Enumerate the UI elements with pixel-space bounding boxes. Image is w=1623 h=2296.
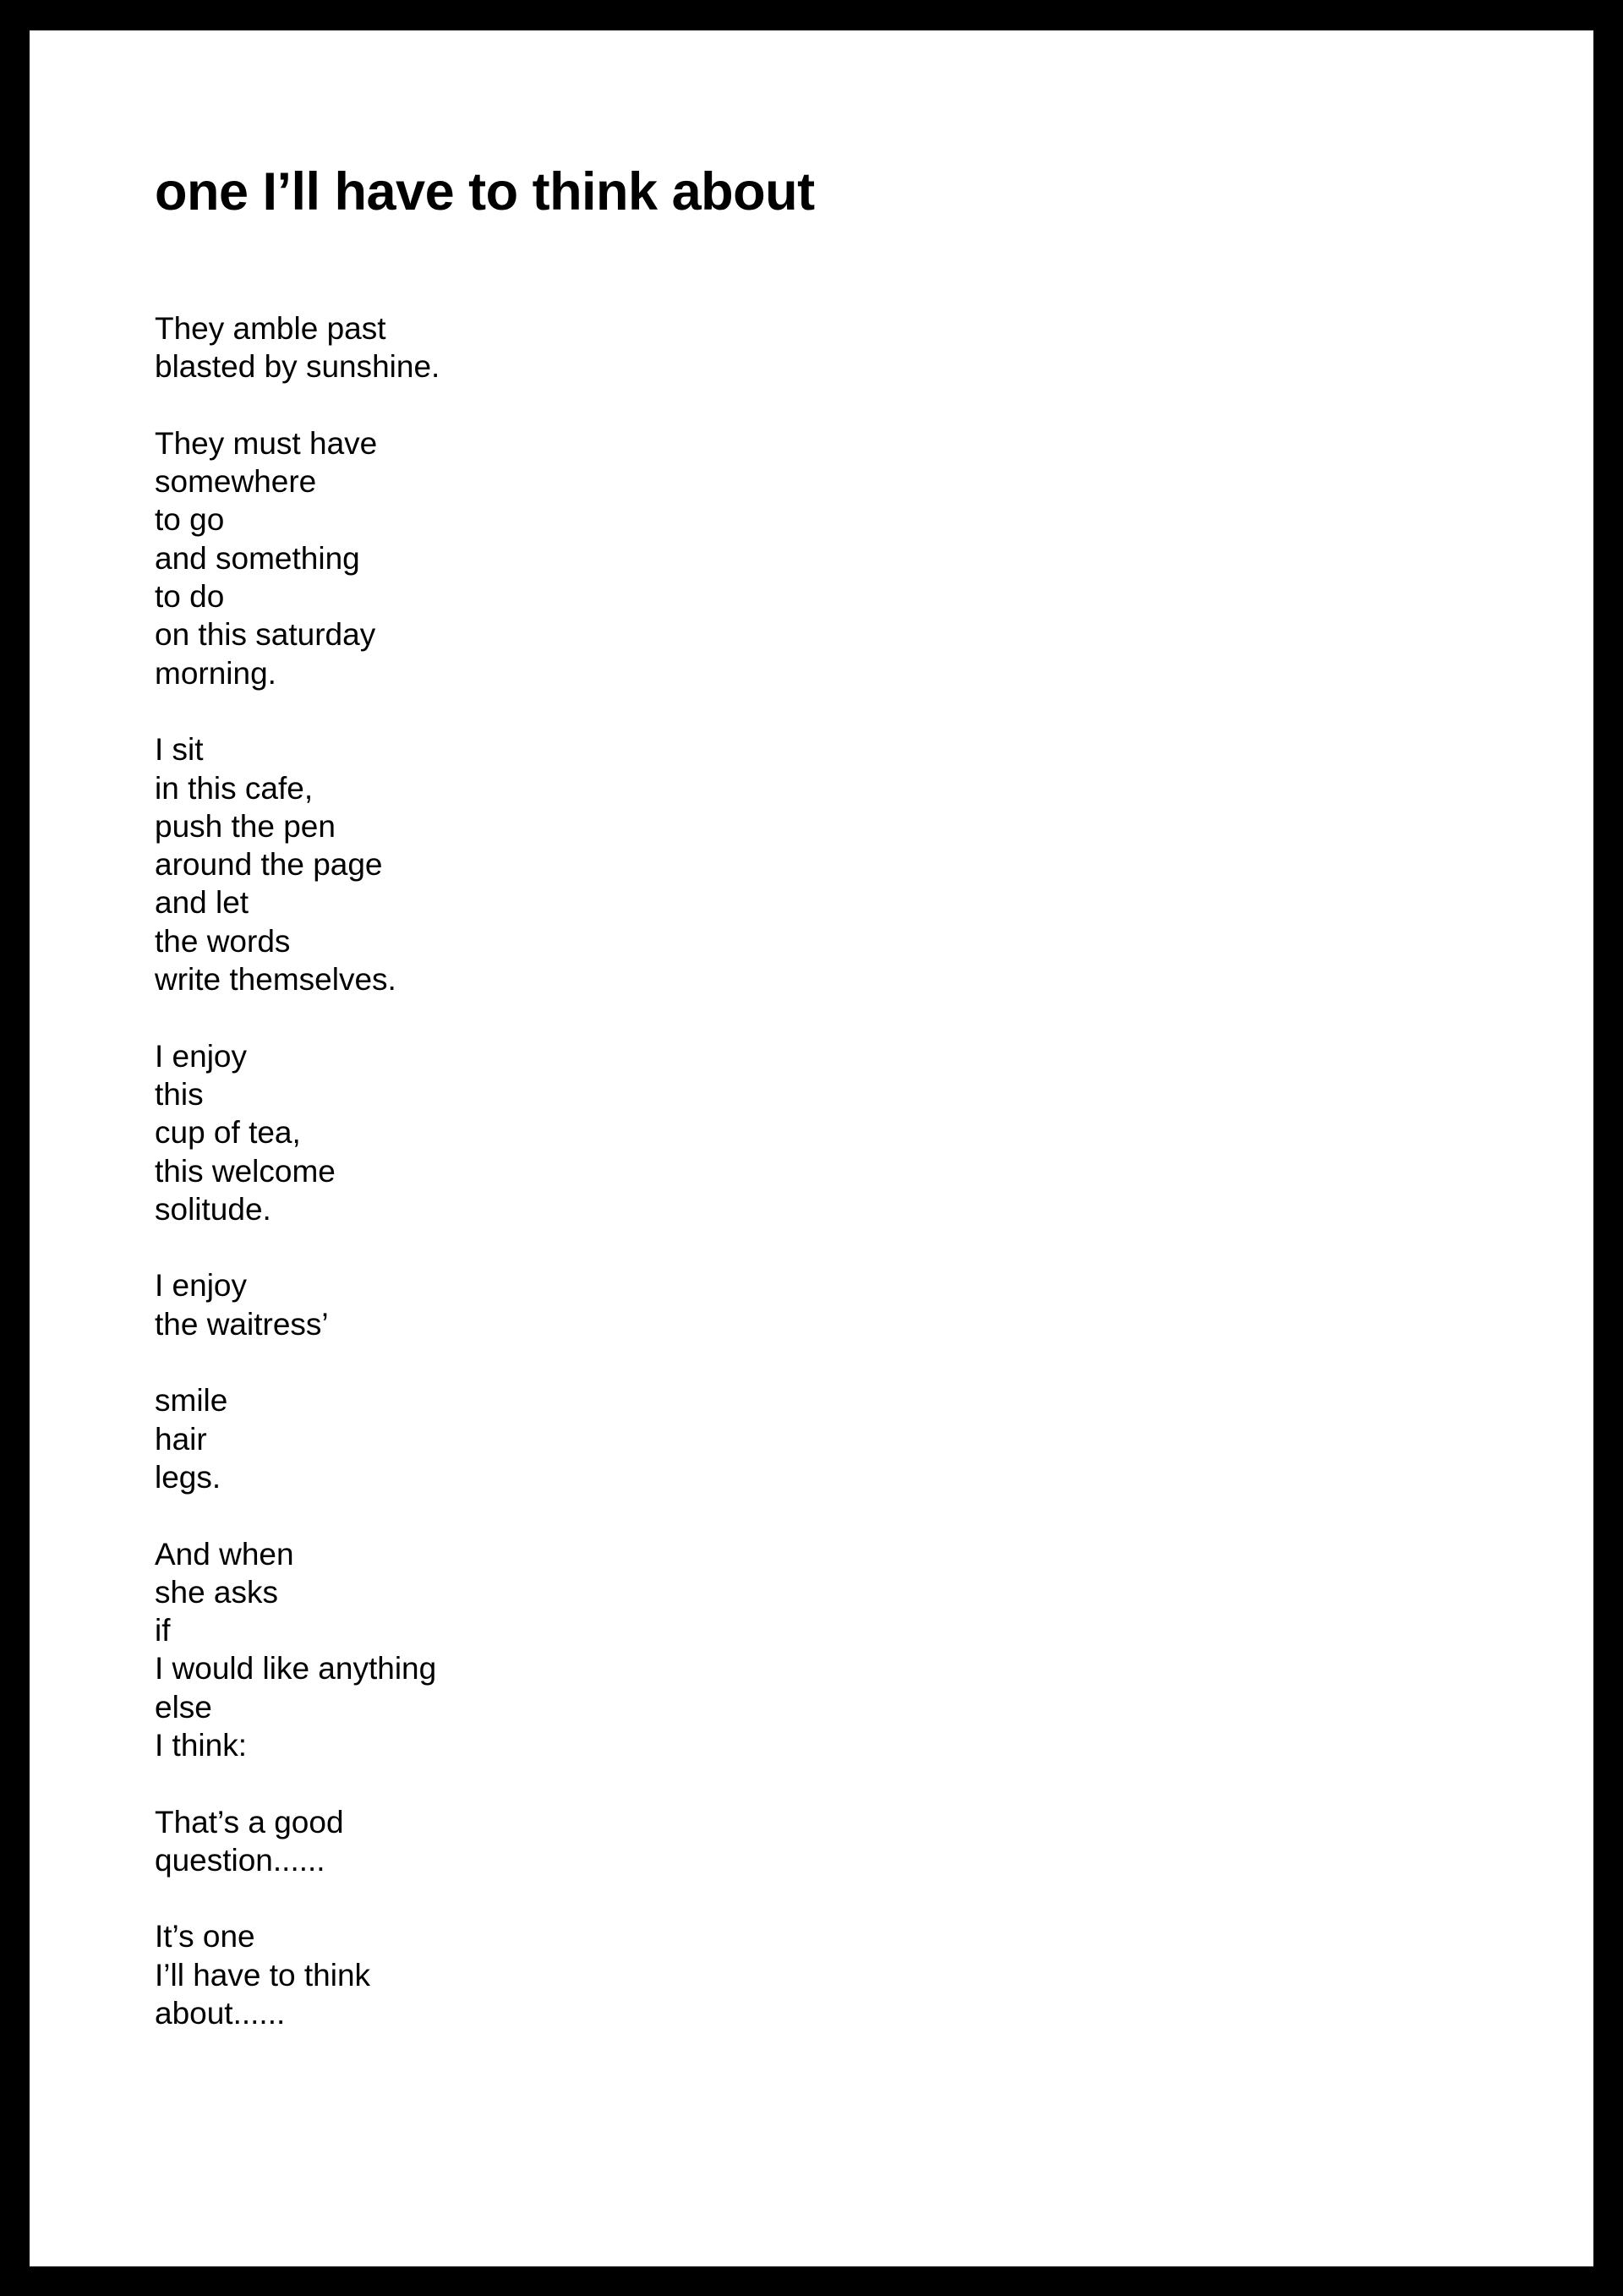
poem-line: and something: [155, 540, 360, 576]
poem-line: and let: [155, 885, 249, 921]
poem-line: push the pen: [155, 808, 336, 844]
poem-line: I sit: [155, 732, 204, 768]
poem-line: It’s one: [155, 1919, 255, 1954]
stanza-8: [155, 1803, 440, 1880]
poem-line: question......: [155, 1842, 325, 1878]
poem-line: They must have: [155, 425, 378, 461]
poem-line: the waitress’: [155, 1306, 329, 1342]
poem-line: They amble past: [155, 311, 386, 346]
poem-line: I’ll have to think: [155, 1957, 371, 1993]
poem-line: I think:: [155, 1727, 247, 1763]
poem-body: [155, 309, 440, 2071]
poem-line: this: [155, 1076, 204, 1112]
poem-line: cup of tea,: [155, 1115, 301, 1151]
stanza-5: [155, 1266, 440, 1343]
stanza-3: [155, 730, 440, 998]
poem-line: in this cafe,: [155, 770, 314, 806]
poem-line: to go: [155, 502, 225, 538]
stanza-1: [155, 309, 440, 386]
stanza-9: [155, 1917, 440, 2032]
poem-line: on this saturday: [155, 617, 376, 653]
poem-line: she asks: [155, 1574, 279, 1610]
poem-line: this welcome: [155, 1153, 336, 1189]
poem-line: legs.: [155, 1459, 221, 1495]
stanza-6: [155, 1381, 440, 1496]
poem-line: And when: [155, 1536, 294, 1572]
poem-line: around the page: [155, 847, 383, 883]
stanza-4: [155, 1037, 440, 1228]
poem-line: about......: [155, 1996, 286, 2031]
poem-line: That’s a good: [155, 1804, 344, 1840]
poem-line: morning.: [155, 655, 276, 691]
poem-line: blasted by sunshine.: [155, 349, 440, 385]
poem-line: if: [155, 1613, 171, 1648]
stanza-2: [155, 424, 440, 692]
poem-page: [30, 30, 1593, 2266]
poem-line: hair: [155, 1421, 207, 1457]
poem-line: smile: [155, 1383, 228, 1419]
poem-line: the words: [155, 923, 291, 959]
stanza-7: [155, 1535, 440, 1765]
poem-title: one I’ll have to think about: [155, 162, 815, 221]
poem-line: I enjoy: [155, 1038, 248, 1074]
poem-line: write themselves.: [155, 962, 396, 998]
poem-line: I enjoy: [155, 1268, 248, 1304]
poem-line: I would like anything: [155, 1651, 437, 1686]
poem-line: to do: [155, 579, 225, 615]
poem-line: somewhere: [155, 464, 317, 500]
poem-line: else: [155, 1689, 212, 1725]
poem-line: solitude.: [155, 1191, 271, 1227]
